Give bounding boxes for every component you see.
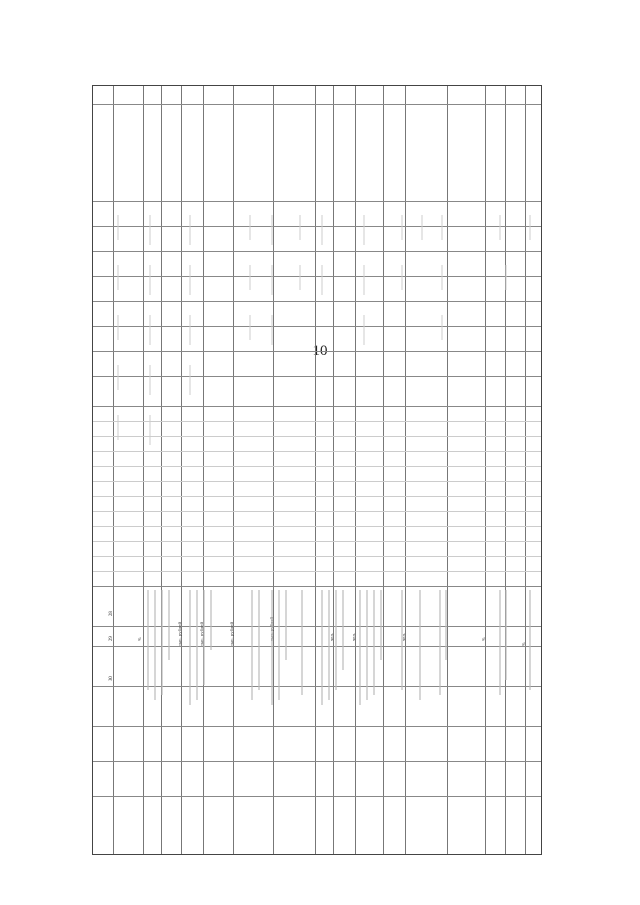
- unit-label: %: [521, 642, 526, 646]
- unit-label: тыс. рублей: [269, 616, 274, 641]
- unit-label: тыс. рублей: [229, 621, 234, 646]
- col-number-28: 28: [109, 611, 114, 616]
- unit-label: чел.: [401, 632, 406, 641]
- unit-label: тыс. рублей: [177, 621, 182, 646]
- unit-label: чел.: [351, 632, 356, 641]
- unit-label: %: [137, 637, 142, 641]
- col-number-30: 30: [109, 676, 114, 681]
- page-number: 10: [312, 343, 328, 359]
- unit-label: чел.: [329, 632, 334, 641]
- col-number-29: 29: [109, 636, 114, 641]
- rotated-budget-table: [92, 85, 542, 855]
- unit-label: тыс. рублей: [199, 621, 204, 646]
- unit-label: %: [481, 637, 486, 641]
